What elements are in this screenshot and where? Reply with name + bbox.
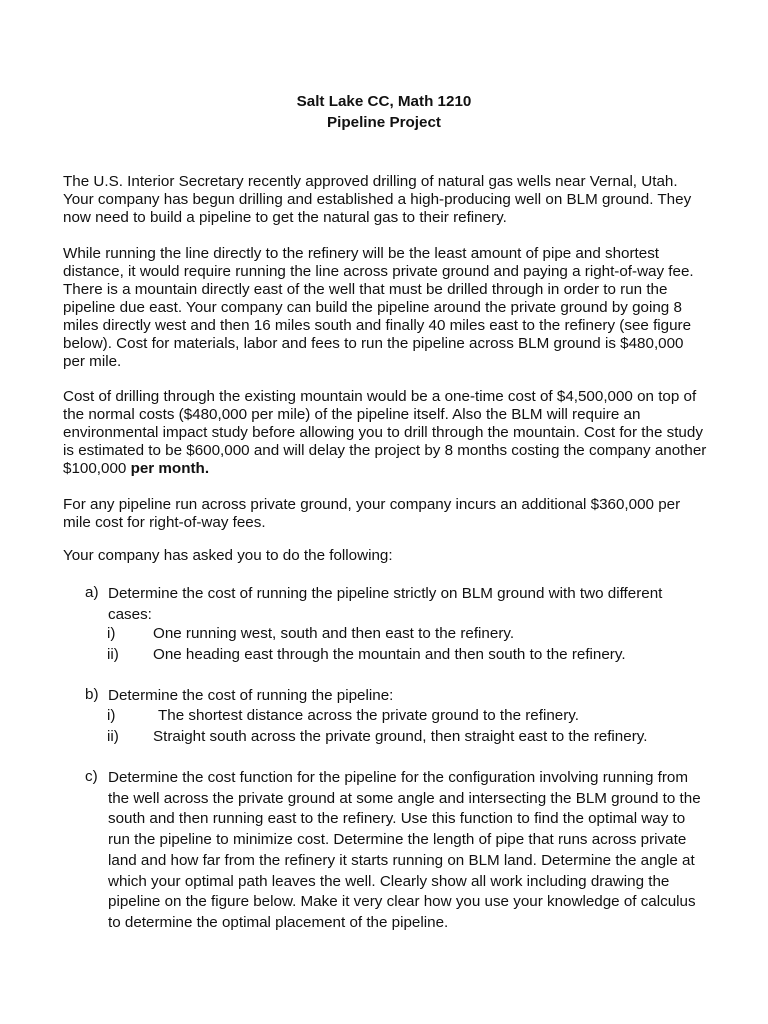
route-paragraph: While running the line directly to the refinery will be the least amount of pipe and shortest distance, it would require running the line across private ground and paying a right-of-way fee. There is a mountain directly east of the well that must be drilled through in order to run the pipeline due east. Your company can build the pipeline around the private ground by going 8 miles directly west and then 16 miles south and finally 40 miles east to the refinery (see figure below). Cost for materials, labor and fees to run the pipeline across BLM ground is $480,000 per mile. (63, 245, 694, 370)
project-title: Pipeline Project (327, 114, 441, 131)
task-a-label: a) (85, 584, 99, 601)
task-b-i-text: The shortest distance across the private ground to the refinery. (158, 707, 579, 724)
task-c-text: Determine the cost function for the pipeline for the configuration involving running from the well across the private ground at some angle and intersecting the BLM ground to the south and then running east to the refinery. Use this function to find the optimal way to run the pipeline to minimize cost. Determine the length of pipe that runs across private land and how far from the refinery it starts running on BLM land. Determine the angle at which your optimal path leaves the well. Clearly show all work including drawing the pipeline on the figure below. Make it very clear how you use your knowledge of calculus to determine the optimal placement of the pipeline. (108, 769, 701, 931)
course-title: Salt Lake CC, Math 1210 (296, 93, 472, 110)
task-a-ii-text: One heading east through the mountain and then south to the refinery. (153, 646, 626, 663)
task-b-ii-number: ii) (107, 728, 119, 745)
mountain-cost-text: Cost of drilling through the existing mountain would be a one-time cost of $4,500,000 on top of the normal costs ($480,000 per mile) of the pipeline itself. Also the BLM will require an environmental impact study before allowing you to drill through the mountain. Cost for the study is estimated to be $600,000 and will delay the project by 8 months costing the company another $100,000 (63, 388, 707, 477)
per-month-emphasis: per month. (130, 460, 210, 477)
task-b-label: b) (85, 686, 99, 703)
intro-paragraph: The U.S. Interior Secretary recently approved drilling of natural gas wells near Vernal, Utah. Your company has begun drilling and established a high-producing well on BLM ground. They now need to build a pipeline to get the natural gas to their refinery. (63, 173, 692, 226)
right-of-way-paragraph: For any pipeline run across private ground, your company incurs an additional $360,000 per mile cost for right-of-way fees. (63, 496, 681, 531)
task-b-i-number: i) (107, 707, 116, 724)
mountain-cost-paragraph (63, 388, 713, 478)
task-a-i-text: One running west, south and then east to the refinery. (153, 625, 515, 642)
task-b-text: Determine the cost of running the pipeline: (108, 687, 394, 704)
task-c-label: c) (85, 768, 98, 785)
task-a-i-number: i) (107, 625, 116, 642)
tasks-intro-paragraph: Your company has asked you to do the following: (63, 547, 393, 564)
task-b-ii-text: Straight south across the private ground, then straight east to the refinery. (153, 728, 648, 745)
task-a-text: Determine the cost of running the pipeline strictly on BLM ground with two different cases: (108, 585, 663, 623)
task-a-ii-number: ii) (107, 646, 119, 663)
